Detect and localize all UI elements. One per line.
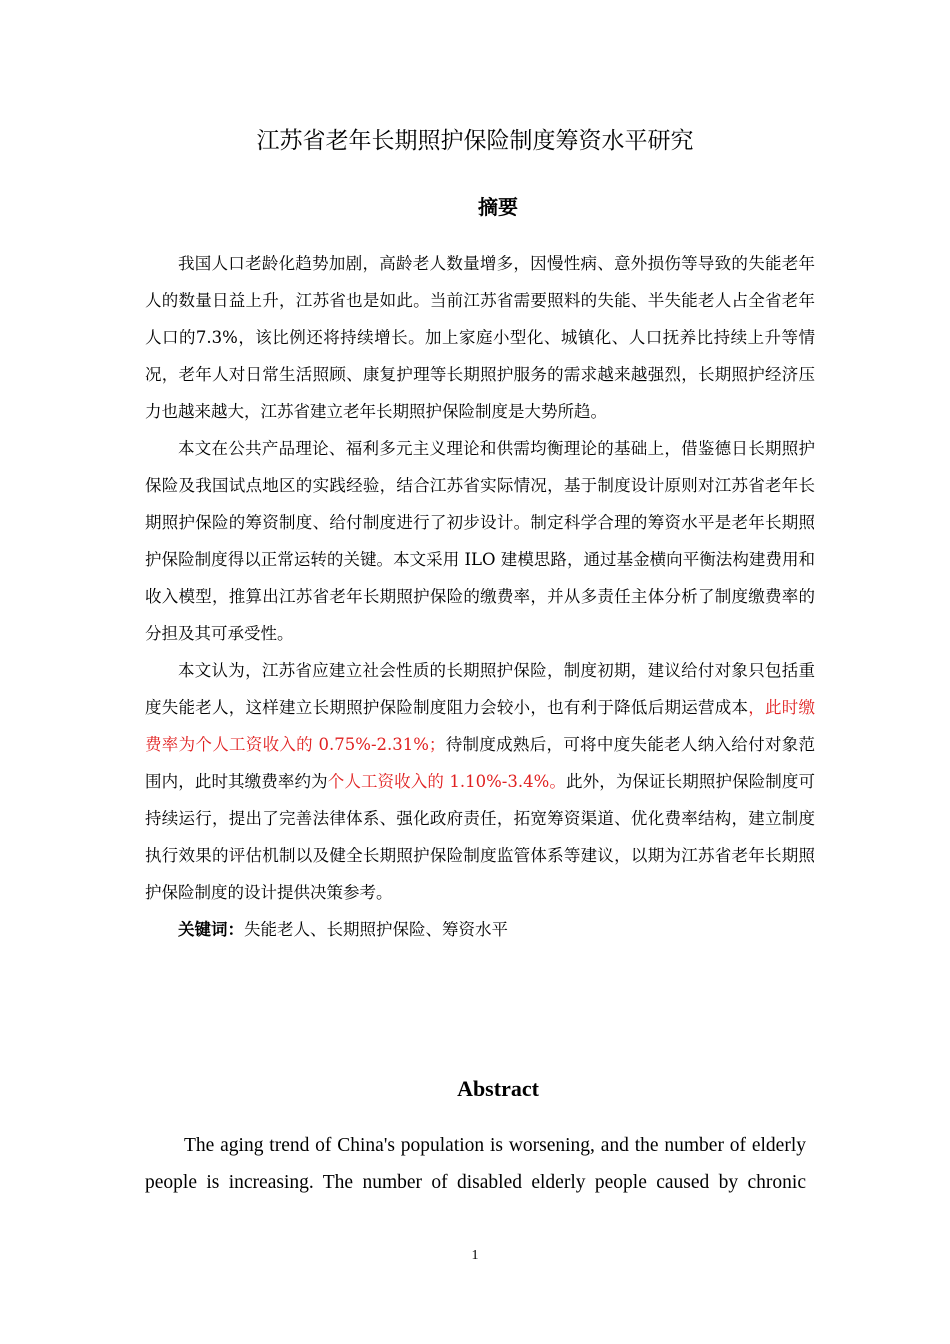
paragraph-text: 此外，为保证长期照护保险制度可持续运行，提出了完善法律体系、强化政府责任，拓宽筹资渠道、优化费率结构，建立制度执行效果的评估机制以及健全长期照护保险制度监管体系等建议，以期为江苏省老年长期照护保险制度的设计提供决策参考。 <box>145 772 816 902</box>
page-number: 1 <box>471 1248 479 1263</box>
highlighted-text: 个人工资收入的 1.10%-3.4%。 <box>327 772 566 791</box>
english-abstract-heading: Abstract <box>457 1076 539 1101</box>
keywords-line <box>145 911 815 948</box>
english-abstract <box>145 1127 806 1201</box>
paragraph-text: 待制度成熟后，可将中度失能老人纳入给付对象范围内，此时其缴费率约为 <box>145 735 815 791</box>
keywords-value: 失能老人、长期照护保险、筹资水平 <box>244 920 508 939</box>
english-paragraph: The aging trend of China's population is worsening, and the number of elderly people is increasing. The number of disabled elderly people caused by chronic <box>145 1135 806 1193</box>
paragraph-text: 我国人口老龄化趋势加剧，高龄老人数量增多，因慢性病、意外损伤等导致的失能老年人的数量日益上升，江苏省也是如此。当前江苏省需要照料的失能、半失能老人占全省老年人口的7.3%，该比例还将持续增长。加上家庭小型化、城镇化、人口抚养比持续上升等情况，老年人对日常生活照顾、康复护理等长期照护服务的需求越来越强烈，长期照护经济压力也越来越大，江苏省建立老年长期照护保险制度是大势所趋。 <box>145 254 815 421</box>
abstract-paragraph-2 <box>145 430 815 652</box>
abstract-paragraph-3 <box>145 652 815 911</box>
abstract-paragraph-1 <box>145 245 815 430</box>
chinese-abstract <box>145 245 815 948</box>
document-title: 江苏省老年长期照护保险制度筹资水平研究 <box>256 128 694 154</box>
paragraph-text: 本文认为，江苏省应建立社会性质的长期照护保险，制度初期，建议给付对象只包括重度失能老人，这样建立长期照护保险制度阻力会较小，也有利于降低后期运营成本 <box>145 661 815 717</box>
paragraph-text: 本文在公共产品理论、福利多元主义理论和供需均衡理论的基础上，借鉴德日长期照护保险及我国试点地区的实践经验，结合江苏省实际情况，基于制度设计原则对江苏省老年长期照护保险的筹资制度、给付制度进行了初步设计。制定科学合理的筹资水平是老年长期照护保险制度得以正常运转的关键。本文采用 ILO 建模思路，通过基金横向平衡法构建费用和收入模型，推算出江苏省老年长期照护保险的缴费率，并从多责任主体分析了制度缴费率的分担及其可承受性。 <box>145 439 815 643</box>
abstract-heading: 摘要 <box>478 195 518 219</box>
highlighted-text: ，此时缴费率为个人工资收入的 0.75%-2.31%； <box>145 698 816 754</box>
keywords-label: 关键词： <box>178 920 244 939</box>
